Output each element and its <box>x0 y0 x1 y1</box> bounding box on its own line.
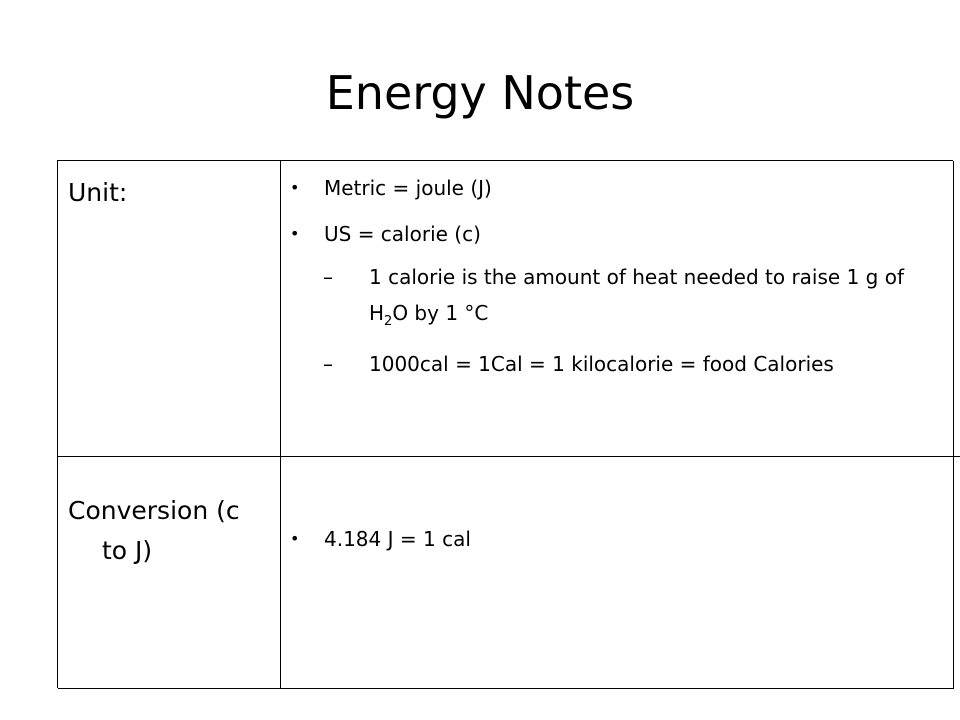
dash-icon: – <box>323 265 333 289</box>
list-item-conversion-factor <box>290 521 924 557</box>
notes-table <box>57 160 953 688</box>
bullet-dot-icon: • <box>290 178 300 197</box>
list-item-metric <box>290 170 924 206</box>
metric-unit-text: Metric = joule (J) <box>324 176 492 200</box>
unit-row <box>58 161 954 457</box>
slide-title: Energy Notes <box>325 66 635 120</box>
unit-content-cell <box>281 161 954 456</box>
list-item-us <box>290 216 924 252</box>
bullet-dot-icon: • <box>290 224 300 243</box>
table-edge-line <box>953 456 960 457</box>
bullet-dot-icon: • <box>290 529 300 548</box>
conversion-label-line1: Conversion (c <box>68 496 240 525</box>
calorie-definition-text: 1 calorie is the amount of heat needed to raise 1 g of H <box>369 265 904 325</box>
unit-label-cell <box>58 161 281 456</box>
conversion-row <box>58 457 954 689</box>
conversion-label-line2: to J) <box>102 536 153 565</box>
conversion-content-cell <box>281 457 954 688</box>
us-unit-text: US = calorie (c) <box>324 222 481 246</box>
dash-icon: – <box>323 352 333 376</box>
list-item-food-calories <box>323 346 939 382</box>
conversion-factor-text: 4.184 J = 1 cal <box>324 527 471 551</box>
unit-label: Unit: <box>68 178 128 207</box>
list-item-calorie-definition <box>323 259 939 331</box>
calorie-definition-text-end: O by 1 °C <box>392 301 489 325</box>
conversion-label <box>68 491 273 571</box>
food-calories-text: 1000cal = 1Cal = 1 kilocalorie = food Calories <box>369 352 834 376</box>
conversion-label-cell <box>58 457 281 688</box>
water-subscript: 2 <box>384 314 393 329</box>
